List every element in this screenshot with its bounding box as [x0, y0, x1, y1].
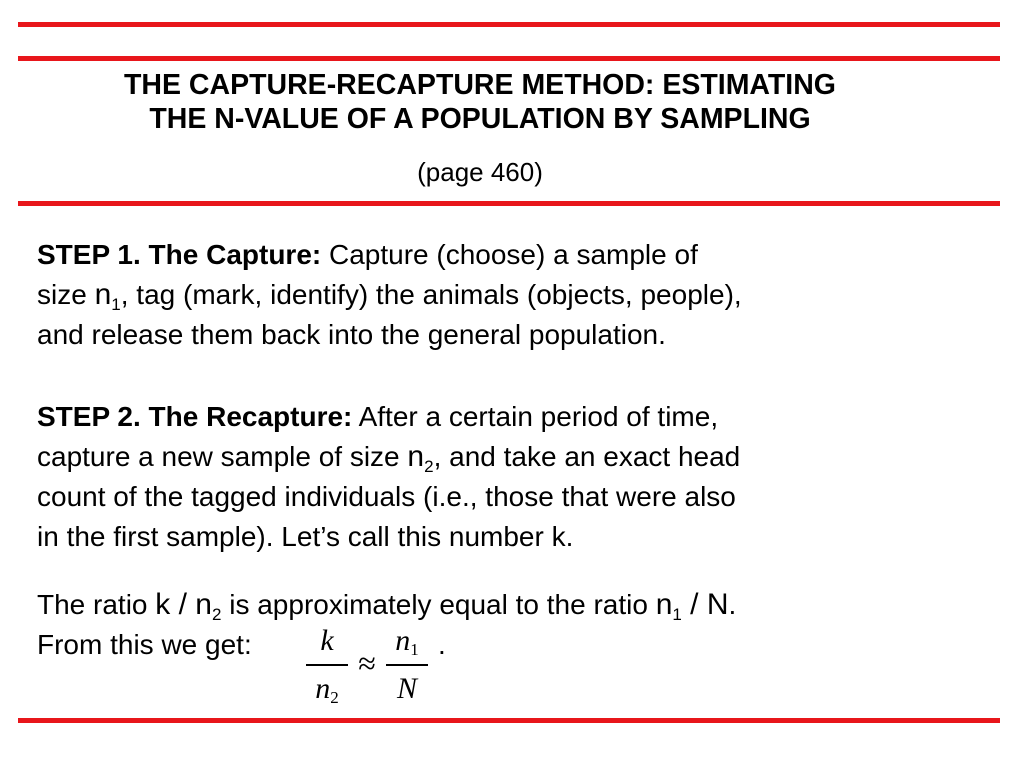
n1-over-n-subscript: 1 — [672, 605, 682, 624]
fraction-numerator-k: k — [320, 624, 334, 657]
n2-variable: n — [407, 440, 425, 473]
n1-over-n: n — [655, 588, 673, 621]
fraction-denominator-n2 — [302, 672, 352, 710]
numerator-subscript: 1 — [410, 640, 419, 659]
k-over-n2: k / n — [155, 588, 212, 621]
step1-heading: STEP 1. The Capture: — [37, 239, 322, 270]
fraction-bar — [306, 664, 348, 666]
denominator-n: n — [315, 672, 331, 705]
ratio-text-middle: is approximately equal to the ratio — [221, 589, 656, 620]
n1-variable: n — [94, 278, 112, 311]
step2-text-line3: count of the tagged individuals (i.e., those that were also — [37, 481, 736, 512]
header-rule-upper — [18, 56, 1000, 61]
bottom-rule — [18, 718, 1000, 723]
n1-subscript: 1 — [111, 295, 121, 314]
approx-equal-symbol: ≈ — [358, 645, 376, 681]
header-rule-lower — [18, 201, 1000, 206]
numerator-n: n — [395, 624, 411, 657]
step1-text-line1: Capture (choose) a sample of — [321, 239, 698, 270]
fraction-numerator-n1 — [382, 624, 432, 662]
k-over-n2-subscript: 2 — [211, 605, 222, 624]
denominator-subscript: 2 — [330, 688, 339, 707]
formula-period: . — [438, 629, 446, 660]
step2-text-line2-rest: , and take an exact head — [433, 441, 741, 472]
step1-text-line2-rest: , tag (mark, identify) the animals (objects, people), — [120, 279, 742, 310]
n2-subscript: 2 — [424, 457, 434, 476]
step1-paragraph — [37, 235, 742, 355]
step2-text-line1: After a certain period of time, — [352, 401, 719, 432]
title-line-1: THE CAPTURE-RECAPTURE METHOD: ESTIMATING — [124, 69, 836, 101]
ratio-text-line2: From this we get: — [37, 629, 252, 660]
top-rule — [18, 22, 1000, 27]
slide-title — [0, 68, 960, 136]
ratio-text-start: The ratio — [37, 589, 156, 620]
step2-paragraph — [37, 397, 740, 557]
step2-text-line2-start: capture a new sample of size — [37, 441, 408, 472]
estimation-formula — [300, 620, 460, 720]
ratio-text-end: . — [728, 589, 737, 620]
page-reference: (page 460) — [417, 157, 543, 187]
fraction-denominator-N: N — [396, 672, 417, 705]
step2-text-line4: in the first sample). Let’s call this number k. — [37, 521, 574, 552]
step2-heading: STEP 2. The Recapture: — [37, 401, 353, 432]
fraction-bar — [386, 664, 428, 666]
n1-over-n-rest: / N — [681, 588, 729, 621]
step1-text-line3: and release them back into the general population. — [37, 319, 666, 350]
step1-text-line2-start: size — [37, 279, 95, 310]
title-line-2: THE N-VALUE OF A POPULATION BY SAMPLING — [149, 103, 811, 135]
